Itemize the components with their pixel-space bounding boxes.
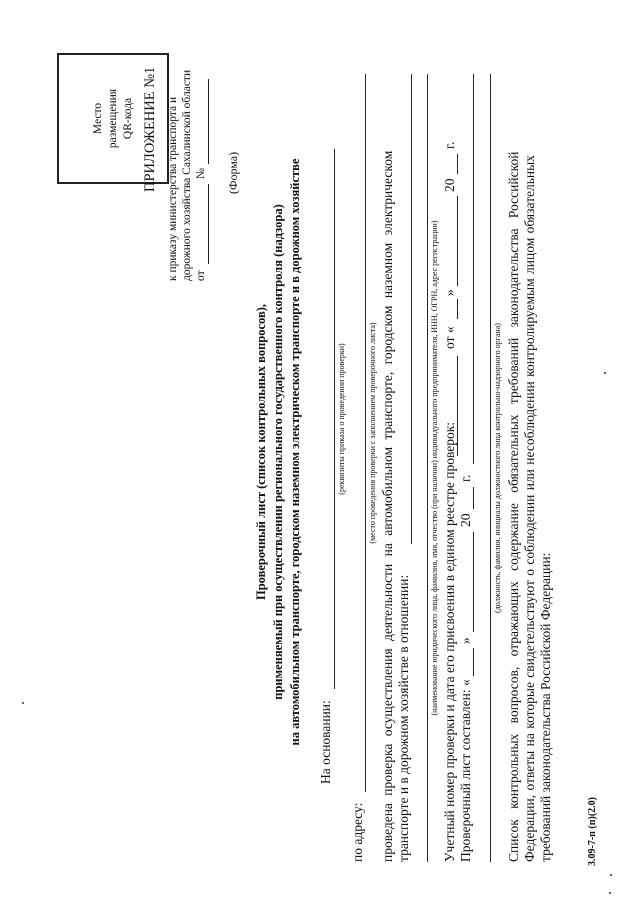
form-label: (Форма) xyxy=(226,151,240,194)
entity-caption: (наименование юридического лица, фамилия, имя, отчество (при наличии) индивидуального предпринимателя, ИНН, ОГРН, адрес регистрации) xyxy=(430,220,439,716)
registry-year: 20 xyxy=(442,178,457,192)
entity-line-b xyxy=(427,74,428,862)
order-number-line xyxy=(208,79,209,164)
official-caption: (должность, фамилия, инициалы должностного лица контрольно-надзорного органа) xyxy=(493,323,502,613)
qr-label-line1: Место xyxy=(91,102,104,135)
registry-label: Учетный номер проверки и дата его присвоения в едином реестре проверок: xyxy=(442,421,457,862)
registry-g: г. xyxy=(442,141,457,149)
document-code: 3.09-7-п (п)(2.0) xyxy=(587,796,598,866)
registry-day-line xyxy=(457,299,458,319)
questions-paragraph-line1: Список контрольных вопросов, отражающих содержание обязательных требований законодательства Российской xyxy=(506,151,521,862)
compiled-month-line xyxy=(473,532,474,632)
basis-caption: (реквизиты приказа о проведении проверки) xyxy=(337,343,346,495)
order-reference-line1: к приказу министерства транспорта и xyxy=(167,96,179,281)
registry-number-line xyxy=(457,356,458,456)
address-line xyxy=(365,74,366,792)
address-label: по адресу: xyxy=(350,802,365,862)
official-line xyxy=(490,74,491,862)
order-number-sign: № xyxy=(195,168,207,179)
order-date-line xyxy=(208,184,209,264)
title-line2: применяемый при осуществлении регионального государственного контроля (надзора) xyxy=(271,204,285,700)
registry-year-line xyxy=(457,154,458,174)
inspection-line2: транспорте и в дорожном хозяйстве в отношении: xyxy=(396,574,411,862)
title-line3: на автомобильном транспорте, городском наземном электрическом транспорте и в дорожном хозяйстве xyxy=(288,158,302,746)
compiled-year-line xyxy=(473,487,474,509)
scan-speck xyxy=(22,702,24,704)
compiled-mid: » xyxy=(458,637,473,644)
qr-label-line2: размещения xyxy=(106,88,119,149)
inspection-line1: проведена проверка осуществления деятельности на автомобильном транспорте, городском наземном электрическом xyxy=(380,150,395,862)
scan-speck xyxy=(609,892,611,894)
compiled-g: г. xyxy=(458,474,473,482)
questions-paragraph-line2: Федерации, ответы на которые свидетельствуют о соблюдении или несоблюдении контролируемым лицом обязательных xyxy=(522,155,537,862)
compiled-label: Проверочный лист составлен: « xyxy=(458,679,473,862)
order-date-label: от xyxy=(195,270,207,281)
entity-line-a xyxy=(411,74,412,544)
order-reference-line2: дорожного хозяйства Сахалинской области xyxy=(181,69,193,281)
scan-speck xyxy=(604,372,606,374)
registry-from: от « xyxy=(442,326,457,349)
basis-label: На основании: xyxy=(318,700,333,784)
scan-speck xyxy=(610,874,612,876)
registry-month-line xyxy=(457,196,458,286)
qr-label-line3: QR-кода xyxy=(121,97,134,140)
compiled-extra-line xyxy=(473,74,474,464)
basis-line xyxy=(334,149,335,689)
title-line1: Проверочный лист (список контрольных вопросов), xyxy=(254,303,268,601)
compiled-year: 20 xyxy=(458,513,473,527)
address-caption: (место проведения проверки с заполнением проверочного листа) xyxy=(368,322,377,544)
registry-mid: » xyxy=(442,289,457,296)
questions-paragraph-line3: требований законодательства Российской Федерации: xyxy=(538,552,553,862)
appendix-title: ПРИЛОЖЕНИЕ №1 xyxy=(142,66,158,192)
compiled-day-line xyxy=(473,648,474,676)
